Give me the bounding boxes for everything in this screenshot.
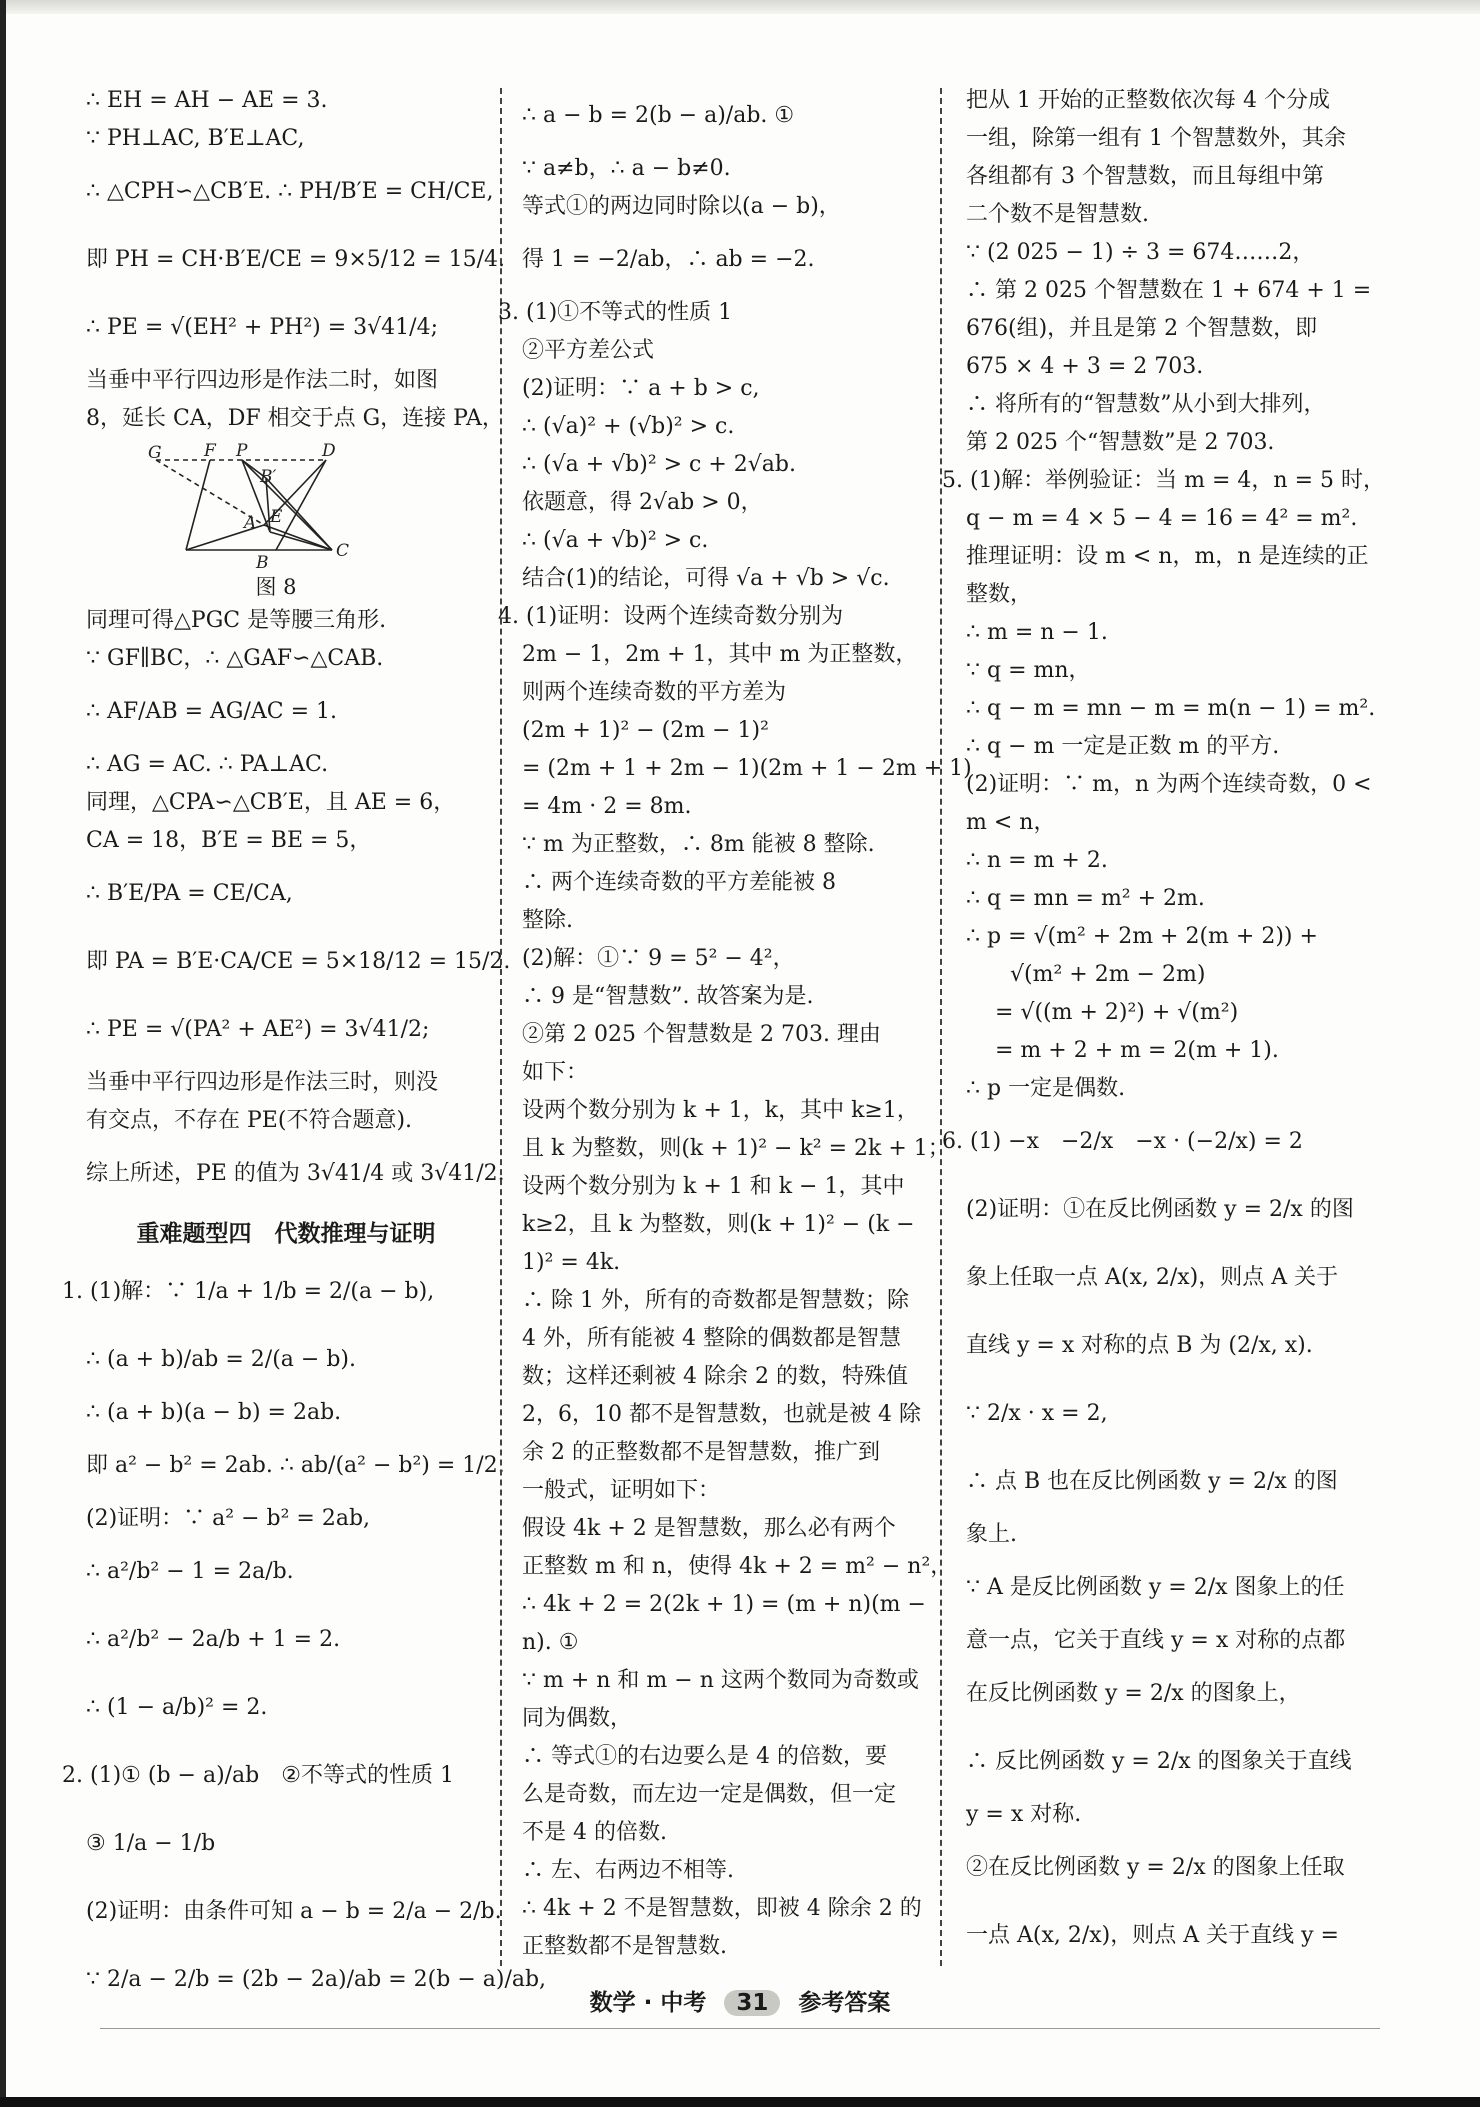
- answer-line: (2)证明：∵ m，n 为两个连续奇数，0 <: [966, 772, 1372, 797]
- answer-line: ∵ 2/a − 2/b = (2b − 2a)/ab = 2(b − a)/ab,: [86, 1967, 547, 1992]
- answer-line: 4 外，所有能被 4 整除的偶数都是智慧: [522, 1326, 901, 1351]
- answer-line: 5. (1)解：举例验证：当 m = 4，n = 5 时，: [942, 468, 1385, 493]
- answer-line: ∴ (√a + √b)² > c.: [522, 528, 709, 553]
- answer-line: ∵ q = mn，: [966, 658, 1091, 683]
- footer-subject: 数学 · 中考: [589, 1990, 707, 2016]
- answer-line: ∴ (√a + √b)² > c + 2√ab.: [522, 452, 797, 477]
- answer-line: 即 a² − b² = 2ab. ∴ ab/(a² − b²) = 1/2.: [86, 1453, 505, 1478]
- answer-line: ∴ a − b = 2(b − a)/ab. ①: [522, 103, 795, 128]
- footer-section: 参考答案: [798, 1990, 891, 2016]
- answer-line: 设两个数分别为 k + 1 和 k − 1，其中: [522, 1174, 905, 1199]
- answer-line: 第 2 025 个“智慧数”是 2 703.: [966, 430, 1275, 455]
- answer-line: = 4m · 2 = 8m.: [522, 794, 692, 819]
- point-label: C: [336, 541, 350, 561]
- answer-line: 象上任取一点 A(x, 2/x)，则点 A 关于: [966, 1265, 1339, 1290]
- answer-line: ∴ 左、右两边不相等.: [522, 1858, 734, 1883]
- point-label: F: [204, 441, 216, 461]
- answer-line: 整数，: [966, 582, 1033, 607]
- answer-line: 得 1 = −2/ab，∴ ab = −2.: [522, 247, 815, 272]
- answer-line: 3. (1)①不等式的性质 1: [498, 300, 733, 325]
- answer-line: 么是奇数，而左边一定是偶数，但一定: [522, 1782, 897, 1807]
- answer-line: 即 PA = B′E·CA/CE = 5×18/12 = 15/2.: [86, 949, 511, 974]
- answer-line: ∵ A 是反比例函数 y = 2/x 图象上的任: [966, 1575, 1345, 1600]
- answer-line: 把从 1 开始的正整数依次每 4 个分成: [966, 88, 1330, 113]
- point-label: B′: [260, 467, 277, 487]
- answer-line: ∴ q = mn = m² + 2m.: [966, 886, 1205, 911]
- answer-line: 二个数不是智慧数.: [966, 202, 1149, 227]
- answer-line: 4. (1)证明：设两个连续奇数分别为: [498, 604, 844, 629]
- answer-line: ∵ PH⊥AC, B′E⊥AC,: [86, 126, 305, 151]
- answer-line: ∴ (a + b)(a − b) = 2ab.: [86, 1400, 342, 1425]
- answer-line: ∵ m 为正整数，∴ 8m 能被 8 整除.: [522, 832, 875, 857]
- answer-line: 一点 A(x, 2/x)，则点 A 关于直线 y =: [966, 1923, 1339, 1948]
- answer-line: q − m = 4 × 5 − 4 = 16 = 4² = m².: [966, 506, 1358, 531]
- answer-line: 同为偶数，: [522, 1706, 633, 1731]
- answer-line: 综上所述，PE 的值为 3√41/4 或 3√41/2.: [86, 1161, 505, 1186]
- answer-line: ∴ PE = √(EH² + PH²) = 3√41/4;: [86, 315, 438, 340]
- answer-line: 676(组)，并且是第 2 个智慧数，即: [966, 316, 1318, 341]
- answer-line: = m + 2 + m = 2(m + 1).: [966, 1038, 1279, 1063]
- answer-line: 同理可得△PGC 是等腰三角形.: [86, 608, 387, 633]
- answer-line: 2m − 1，2m + 1，其中 m 为正整数，: [522, 642, 918, 667]
- answer-line: 结合(1)的结论，可得 √a + √b > √c.: [522, 566, 890, 591]
- answer-line: ∴ p = √(m² + 2m + 2(m + 2)) +: [966, 924, 1318, 949]
- answer-line: ③ 1/a − 1/b: [86, 1831, 216, 1856]
- answer-line: (2)证明：①在反比例函数 y = 2/x 的图: [966, 1197, 1354, 1222]
- answer-line: (2)解：①∵ 9 = 5² − 4²，: [522, 946, 795, 971]
- answer-line: ∴ 等式①的右边要么是 4 的倍数，要: [522, 1744, 887, 1769]
- answer-line: 各组都有 3 个智慧数，而且每组中第: [966, 164, 1324, 189]
- answer-line: 1. (1)解：∵ 1/a + 1/b = 2/(a − b),: [62, 1279, 435, 1304]
- answer-line: 同理，△CPA∽△CB′E，且 AE = 6，: [86, 790, 456, 815]
- answer-line: 数；这样还剩被 4 除余 2 的数，特殊值: [522, 1364, 908, 1389]
- point-label: P: [236, 441, 248, 461]
- answer-line: = √((m + 2)²) + √(m²): [966, 1000, 1239, 1025]
- page-top-edge: [0, 0, 1480, 14]
- answer-line: k≥2，且 k 为整数，则(k + 1)² − (k −: [522, 1212, 915, 1237]
- answer-line: y = x 对称.: [966, 1802, 1082, 1827]
- answer-line: ∵ (2 025 − 1) ÷ 3 = 674……2，: [966, 240, 1315, 265]
- answer-line: 6. (1) −x −2/x −x · (−2/x) = 2: [942, 1129, 1303, 1154]
- point-label: A: [244, 513, 257, 533]
- answer-line: ∴ PE = √(PA² + AE²) = 3√41/2;: [86, 1017, 430, 1042]
- answer-line: 当垂中平行四边形是作法二时，如图: [86, 368, 439, 393]
- answer-line: 不是 4 的倍数.: [522, 1820, 667, 1845]
- answer-line: 当垂中平行四边形是作法三时，则没: [86, 1070, 439, 1095]
- answer-line: m < n，: [966, 810, 1056, 835]
- answer-line: (2)证明：∵ a² − b² = 2ab,: [86, 1506, 371, 1531]
- answer-line: 则两个连续奇数的平方差为: [522, 680, 787, 705]
- answer-line: ∴ 4k + 2 不是智慧数，即被 4 除余 2 的: [522, 1896, 922, 1921]
- answer-line: 8，延长 CA，DF 相交于点 G，连接 PA，: [86, 406, 504, 431]
- answer-line: ∴ n = m + 2.: [966, 848, 1108, 873]
- point-label: G: [148, 443, 162, 463]
- answer-line: (2m + 1)² − (2m − 1)²: [522, 718, 769, 743]
- footer-rule: [100, 2028, 1380, 2029]
- answer-line: ∵ m + n 和 m − n 这两个数同为奇数或: [522, 1668, 919, 1693]
- answer-line: 正整数 m 和 n，使得 4k + 2 = m² − n²，: [522, 1554, 953, 1579]
- column-divider-1: [500, 88, 502, 1966]
- answer-line: CA = 18，B′E = BE = 5，: [86, 828, 372, 853]
- answer-line: 2，6，10 都不是智慧数，也就是被 4 除: [522, 1402, 921, 1427]
- answer-line: √(m² + 2m − 2m): [966, 962, 1206, 987]
- answer-line: 直线 y = x 对称的点 B 为 (2/x, x).: [966, 1333, 1313, 1358]
- section-heading: 重难题型四 代数推理与证明: [136, 1221, 436, 1247]
- answer-line: ∴ q − m = mn − m = m(n − 1) = m².: [966, 696, 1376, 721]
- answer-line: 有交点，不存在 PE(不符合题意).: [86, 1108, 413, 1133]
- answer-line: ∴ 第 2 025 个智慧数在 1 + 674 + 1 =: [966, 278, 1372, 303]
- point-label: B: [256, 553, 269, 573]
- answer-line: 如下：: [522, 1060, 589, 1085]
- answer-line: 设两个数分别为 k + 1，k，其中 k≥1，: [522, 1098, 919, 1123]
- answer-line: ∴ m = n − 1.: [966, 620, 1108, 645]
- answer-line: ∴ AG = AC. ∴ PA⊥AC.: [86, 752, 329, 777]
- page-bottom-edge: [0, 2097, 1480, 2107]
- answer-line: 一般式，证明如下：: [522, 1478, 721, 1503]
- answer-line: ∴ 点 B 也在反比例函数 y = 2/x 的图: [966, 1469, 1338, 1494]
- answer-line: ∵ a≠b，∴ a − b≠0.: [522, 156, 731, 181]
- answer-line: 余 2 的正整数都不是智慧数，推广到: [522, 1440, 880, 1465]
- answer-line: 2. (1)① (b − a)/ab ②不等式的性质 1: [62, 1763, 454, 1788]
- answer-line: ∴ a²/b² − 2a/b + 1 = 2.: [86, 1627, 341, 1652]
- answer-line: 假设 4k + 2 是智慧数，那么必有两个: [522, 1516, 896, 1541]
- answer-line: 正整数都不是智慧数.: [522, 1934, 727, 1959]
- figure-8-diagram: [146, 440, 406, 572]
- answer-line: ∴ 除 1 外，所有的奇数都是智慧数；除: [522, 1288, 909, 1313]
- answer-line: ∵ GF∥BC，∴ △GAF∽△CAB.: [86, 646, 384, 671]
- answer-column-3: [942, 82, 1385, 1970]
- answer-line: ∴ p 一定是偶数.: [966, 1076, 1126, 1101]
- answer-line: 675 × 4 + 3 = 2 703.: [966, 354, 1204, 379]
- answer-line: = (2m + 1 + 2m − 1)(2m + 1 − 2m + 1): [522, 756, 972, 781]
- answer-line: (2)证明：∵ a + b > c,: [522, 376, 760, 401]
- answer-line: ②平方差公式: [522, 338, 655, 363]
- answer-line: 在反比例函数 y = 2/x 的图象上，: [966, 1681, 1301, 1706]
- answer-column-1: [62, 82, 547, 2014]
- page-number: 31: [724, 1990, 780, 2016]
- answer-line: ∴ (√a)² + (√b)² > c.: [522, 414, 735, 439]
- answer-line: ∴ a²/b² − 1 = 2a/b.: [86, 1559, 294, 1584]
- answer-line: 推理证明：设 m < n，m，n 是连续的正: [966, 544, 1369, 569]
- answer-line: 一组，除第一组有 1 个智慧数外，其余: [966, 126, 1346, 151]
- point-label: E: [270, 507, 283, 527]
- answer-line: ∴ 两个连续奇数的平方差能被 8: [522, 870, 836, 895]
- answer-line: 1)² = 4k.: [522, 1250, 621, 1275]
- answer-line: ∴ 将所有的“智慧数”从小到大排列，: [966, 392, 1326, 417]
- answer-line: ∵ 2/x · x = 2,: [966, 1401, 1108, 1426]
- column-divider-2: [940, 88, 942, 1966]
- answer-line: 依题意，得 2√ab > 0，: [522, 490, 763, 515]
- answer-line: ∴ (1 − a/b)² = 2.: [86, 1695, 268, 1720]
- answer-line: ∴ EH = AH − AE = 3.: [86, 88, 328, 113]
- answer-line: 意一点，它关于直线 y = x 对称的点都: [966, 1628, 1346, 1653]
- answer-line: ∴ △CPH∽△CB′E. ∴ PH/B′E = CH/CE,: [86, 179, 494, 204]
- answer-line: ∴ 反比例函数 y = 2/x 的图象关于直线: [966, 1749, 1352, 1774]
- answer-line: ∴ q − m 一定是正数 m 的平方.: [966, 734, 1280, 759]
- answer-line: ∴ (a + b)/ab = 2/(a − b).: [86, 1347, 356, 1372]
- page-footer: [0, 1984, 1480, 2017]
- answer-line: 整除.: [522, 908, 573, 933]
- answer-line: ∴ B′E/PA = CE/CA,: [86, 881, 293, 906]
- page-left-edge: [0, 0, 6, 2107]
- geometry-figure-8: [146, 440, 406, 602]
- answer-line: n). ①: [522, 1630, 579, 1655]
- answer-line: ∴ 9 是“智慧数”. 故答案为是.: [522, 984, 814, 1009]
- answer-line: 且 k 为整数，则(k + 1)² − k² = 2k + 1；: [522, 1136, 950, 1161]
- answer-line: (2)证明：由条件可知 a − b = 2/a − 2/b.: [86, 1899, 502, 1924]
- answer-line: ∴ AF/AB = AG/AC = 1.: [86, 699, 338, 724]
- answer-column-2: [498, 82, 972, 1966]
- point-label: D: [322, 441, 336, 461]
- answer-line: 即 PH = CH·B′E/CE = 9×5/12 = 15/4.: [86, 247, 506, 272]
- answer-line: ②第 2 025 个智慧数是 2 703. 理由: [522, 1022, 881, 1047]
- figure-caption: 图 8: [255, 575, 297, 599]
- answer-line: ②在反比例函数 y = 2/x 的图象上任取: [966, 1855, 1345, 1880]
- answer-line: 象上.: [966, 1522, 1017, 1547]
- answer-line: 等式①的两边同时除以(a − b)，: [522, 194, 841, 219]
- answer-line: ∴ 4k + 2 = 2(2k + 1) = (m + n)(m −: [522, 1592, 926, 1617]
